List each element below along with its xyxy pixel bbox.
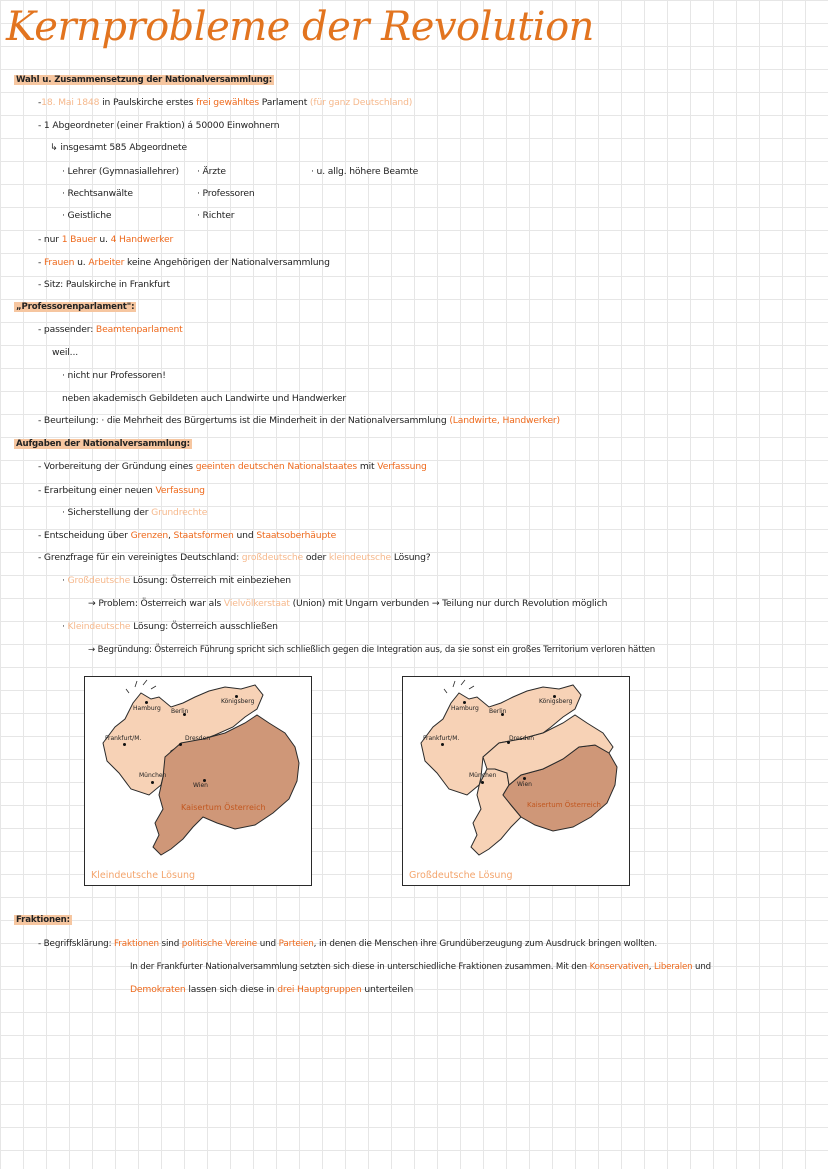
city-dot [481, 781, 484, 784]
heading-highlight: Fraktionen: [16, 915, 70, 925]
section-heading-aufgaben [14, 438, 192, 450]
city-hamburg: Hamburg [451, 705, 479, 712]
line-erarbeitung: - Erarbeitung einer neuen Verfassung [38, 485, 205, 496]
profession-item: · Richter [197, 210, 235, 221]
city-koenigsberg: Königsberg [539, 698, 573, 705]
line-bauer: - nur 1 Bauer u. 4 Handwerker [38, 234, 174, 245]
city-dresden: Dresden [185, 735, 211, 742]
line-paulskirche: -18. Mai 1848 in Paulskirche erstes frei gewähltes Parlament (für ganz Deutschland) [38, 97, 413, 108]
section-heading-wahl [14, 74, 274, 86]
line-beurteilung: - Beurteilung: · die Mehrheit des Bürgertums ist die Minderheit in der Nationalversammlung (Landwirte, Handwerker) [38, 415, 560, 426]
profession-item: · Geistliche [62, 210, 112, 221]
profession-item: · u. allg. höhere Beamte [311, 166, 419, 177]
city-koenigsberg: Königsberg [221, 698, 255, 705]
map-graphic [403, 677, 629, 885]
line-vorbereitung: - Vorbereitung der Gründung eines geeinten deutschen Nationalstaates mit Verfassung [38, 461, 427, 472]
line-weil: weil... [52, 347, 78, 358]
city-dot [151, 781, 154, 784]
empire-label: Kaisertum Österreich [181, 803, 266, 812]
heading-highlight: Wahl u. Zusammensetzung der Nationalversammlung: [16, 75, 273, 85]
city-wien: Wien [517, 781, 532, 788]
line-entscheidung: - Entscheidung über Grenzen, Staatsformen und Staatsoberhäupte [38, 530, 337, 541]
city-dot [145, 701, 148, 704]
line-nicht-nur: · nicht nur Professoren! [62, 370, 166, 381]
city-dot [179, 743, 182, 746]
line-problem: → Problem: Österreich war als Vielvölkerstaat (Union) mit Ungarn verbunden → Teilung nur durch Revolution möglich [88, 598, 608, 609]
line-sitz: - Sitz: Paulskirche in Frankfurt [38, 279, 170, 290]
line-kleindeutsche: · Kleindeutsche Lösung: Österreich ausschließen [62, 621, 278, 632]
line-passender: - passender: Beamtenparlament [38, 324, 183, 335]
city-hamburg: Hamburg [133, 705, 161, 712]
city-dot [523, 777, 526, 780]
line-grossdeutsche: · Großdeutsche Lösung: Österreich mit einbeziehen [62, 575, 291, 586]
map-graphic [85, 677, 311, 885]
city-frankfurt: Frankfurt/M. [423, 735, 460, 742]
profession-item: · Lehrer (Gymnasiallehrer) [62, 166, 179, 177]
line-demokraten: Demokraten lassen sich diese in drei Hauptgruppen unterteilen [130, 984, 414, 995]
city-dot [463, 701, 466, 704]
line-insgesamt: ↳ insgesamt 585 Abgeordnete [50, 142, 187, 153]
city-dot [123, 743, 126, 746]
map-kleindeutsche [84, 676, 312, 886]
map-grossdeutsche [402, 676, 630, 886]
section-heading-professorenparlament [14, 301, 136, 313]
city-dot [441, 743, 444, 746]
line-frankfurter: In der Frankfurter Nationalversammlung setzten sich diese in unterschiedliche Fraktionen zusammen. Mit den Konservativen, Liberalen und [130, 962, 711, 972]
city-berlin: Berlin [171, 708, 189, 715]
heading-highlight: „Professorenparlament": [16, 302, 135, 312]
line-begriffsklaerung: - Begriffsklärung: Fraktionen sind politische Vereine und Parteien, in denen die Menschen ihre Grundüberzeugung zum Ausdruck bringen wollten. [38, 939, 658, 949]
line-begruendung: → Begründung: Österreich Führung spricht sich schließlich gegen die Integration aus, da sie sonst ein großes Territorium verloren hätten [88, 645, 656, 655]
page-title: Kernprobleme der Revolution [6, 4, 594, 50]
city-dresden: Dresden [509, 735, 535, 742]
line-grenzfrage: - Grenzfrage für ein vereinigtes Deutschland: großdeutsche oder kleindeutsche Lösung? [38, 552, 431, 563]
line-frauen: - Frauen u. Arbeiter keine Angehörigen der Nationalversammlung [38, 257, 330, 268]
line-abgeordneter: - 1 Abgeordneter (einer Fraktion) á 50000 Einwohnern [38, 120, 280, 131]
city-berlin: Berlin [489, 708, 507, 715]
city-frankfurt: Frankfurt/M. [105, 735, 142, 742]
city-muenchen: München [139, 772, 167, 779]
profession-item: · Ärzte [197, 166, 226, 177]
city-wien: Wien [193, 782, 208, 789]
empire-label: Kaisertum Österreich [527, 801, 601, 809]
line-neben: neben akademisch Gebildeten auch Landwirte und Handwerker [62, 393, 346, 404]
profession-item: · Rechtsanwälte [62, 188, 133, 199]
city-muenchen: München [469, 772, 497, 779]
map-caption: Großdeutsche Lösung [409, 870, 513, 881]
map-caption: Kleindeutsche Lösung [91, 870, 196, 881]
heading-highlight: Aufgaben der Nationalversammlung: [16, 439, 190, 449]
line-grundrechte: · Sicherstellung der Grundrechte [62, 507, 208, 518]
section-heading-fraktionen [14, 914, 72, 926]
profession-item: · Professoren [197, 188, 255, 199]
